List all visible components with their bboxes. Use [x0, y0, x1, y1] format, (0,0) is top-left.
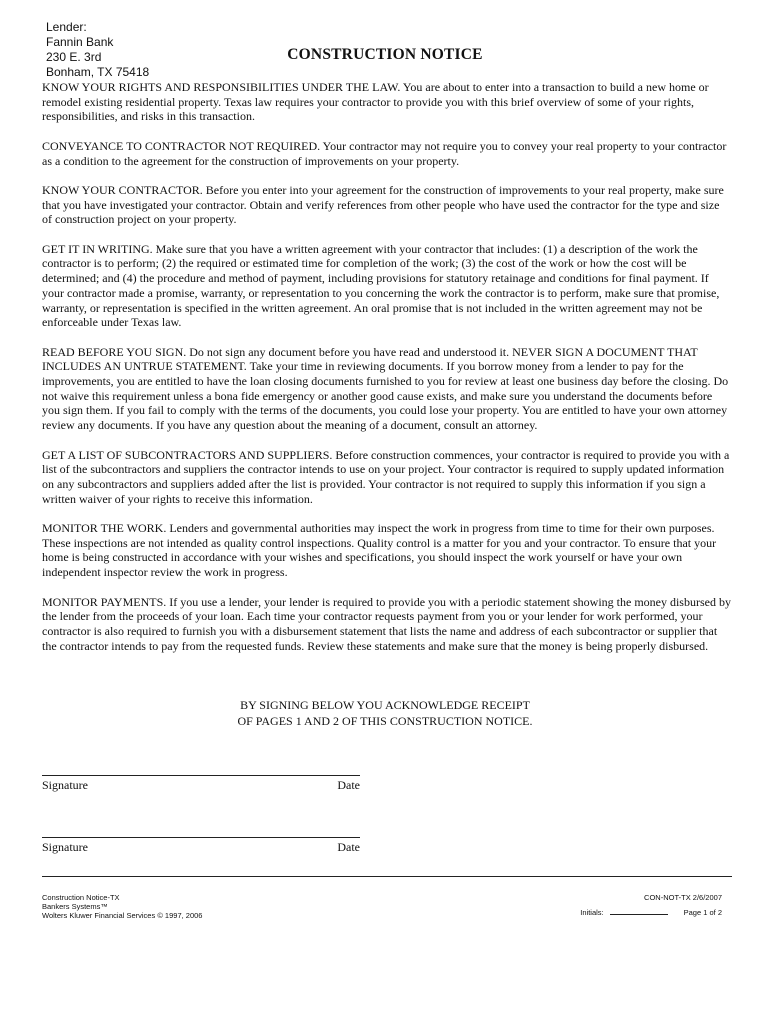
acknowledgment: [0, 698, 770, 729]
paragraph-subcontractors-list: GET A LIST OF SUBCONTRACTORS AND SUPPLIERS. Before construction commences, your contractor is required to provide you with a list of the subcontractors and suppliers the contractor intends to use on your project. Your contractor is required to supply updated information on any subcontractors and suppliers added after the list is provided. Your contractor is not required to supply this information if you sign a written waiver of your rights to receive this information.: [42, 447, 730, 506]
lender-city: Bonham, TX 75418: [46, 65, 150, 79]
footer-vendor: Bankers Systems™: [42, 902, 108, 911]
signature-block-1: [42, 775, 360, 793]
paragraph-know-your-contractor: KNOW YOUR CONTRACTOR. Before you enter into your agreement for the construction of improvements to your real property, make sure that you have investigated your contractor. Obtain and verify references from other people who have used the contractor for the type and size of construction project on your property.: [42, 182, 724, 227]
lender-street: 230 E. 3rd: [46, 50, 102, 64]
page-number: Page 1 of 2: [683, 908, 722, 917]
initials-label: Initials:: [580, 908, 604, 917]
signature-line[interactable]: [42, 837, 360, 838]
paragraph-get-it-in-writing: GET IT IN WRITING. Make sure that you have a written agreement with your contractor that includes: (1) a description of the work the contractor is to perform; (2) the required or estimated time for completion of the work; (3) the cost of the work or how the cost will be determined; and (4) the procedure and method of payment, including provisions for statutory retainage and conditions for final payment. If your contractor made a promise, warranty, or representation to you concerning the work the contractor is to perform, make sure that promise, warranty, or representation is specified in the written agreement. An oral promise that is not included in the written agreement may not be enforceable under Texas law.: [42, 241, 720, 330]
signature-label: Signature: [42, 840, 88, 854]
lender-label: Lender:: [46, 20, 87, 34]
signature-line[interactable]: [42, 775, 360, 776]
signature-label: Signature: [42, 778, 88, 792]
footer-form-info: [42, 893, 202, 920]
initials-field[interactable]: [610, 908, 668, 915]
paragraph-conveyance: CONVEYANCE TO CONTRACTOR NOT REQUIRED. Your contractor may not require you to convey your real property to your contractor as a condition to the agreement for the construction of improvements on your property.: [42, 138, 727, 168]
footer-form-name: Construction Notice-TX: [42, 893, 120, 902]
notice-body: [42, 80, 732, 668]
footer-copyright: Wolters Kluwer Financial Services © 1997, 2006: [42, 911, 203, 920]
paragraph-monitor-payments: MONITOR PAYMENTS. If you use a lender, your lender is required to provide you with a periodic statement showing the money disbursed by the lender from the proceeds of your loan. Each time your contractor requests payment from you or your lender for work performed, your contractor is also required to furnish you with a disbursement statement that lists the name and address of each subcontractor or supplier that the contractor intends to pay from the requested funds. Review these statements and make sure that the money is being properly disbursed.: [42, 594, 731, 653]
paragraph-monitor-work: MONITOR THE WORK. Lenders and governmental authorities may inspect the work in progress from time to time for their own purposes. These inspections are not intended as quality control inspections. Quality control is a matter for you and your contractor. To ensure that your home is being constructed in accordance with your wishes and specifications, you should inspect the work yourself or have your own independent inspector review the work in progress.: [42, 521, 717, 580]
paragraph-read-before-you-sign: READ BEFORE YOU SIGN. Do not sign any document before you have read and understood it. NEVER SIGN A DOCUMENT THAT INCLUDES AN UNTRUE STATEMENT. Take your time in reviewing documents. If you borrow money from a lender to pay for the improvements, you are entitled to have the loan closing documents furnished to you for review at least one business day before the closing. Do not waive this requirement unless a bona fide emergency or another good cause exists, and make sure you understand the documents before you sign them. If you fail to comply with the terms of the documents, you could lose your property. You are entitled to have your own attorney review any documents. If you have any question about the meaning of a document, consult an attorney.: [42, 344, 729, 433]
acknowledgment-line-2: OF PAGES 1 AND 2 OF THIS CONSTRUCTION NOTICE.: [237, 713, 533, 728]
footer-initials-page: [580, 908, 722, 917]
paragraph-know-your-rights: KNOW YOUR RIGHTS AND RESPONSIBILITIES UNDER THE LAW. You are about to enter into a transaction to build a new home or remodel existing residential property. Texas law requires your contractor to provide you with this brief overview of some of your rights, responsibilities, and risks in this transaction.: [42, 80, 709, 124]
acknowledgment-line-1: BY SIGNING BELOW YOU ACKNOWLEDGE RECEIPT: [240, 698, 530, 712]
signature-block-2: [42, 837, 360, 855]
date-label: Date: [337, 778, 360, 792]
document-title: CONSTRUCTION NOTICE: [287, 46, 483, 63]
footer-divider: [42, 876, 732, 877]
footer-form-code: CON-NOT-TX 2/6/2007: [644, 893, 722, 902]
date-label: Date: [337, 840, 360, 854]
lender-name: Fannin Bank: [46, 35, 114, 49]
